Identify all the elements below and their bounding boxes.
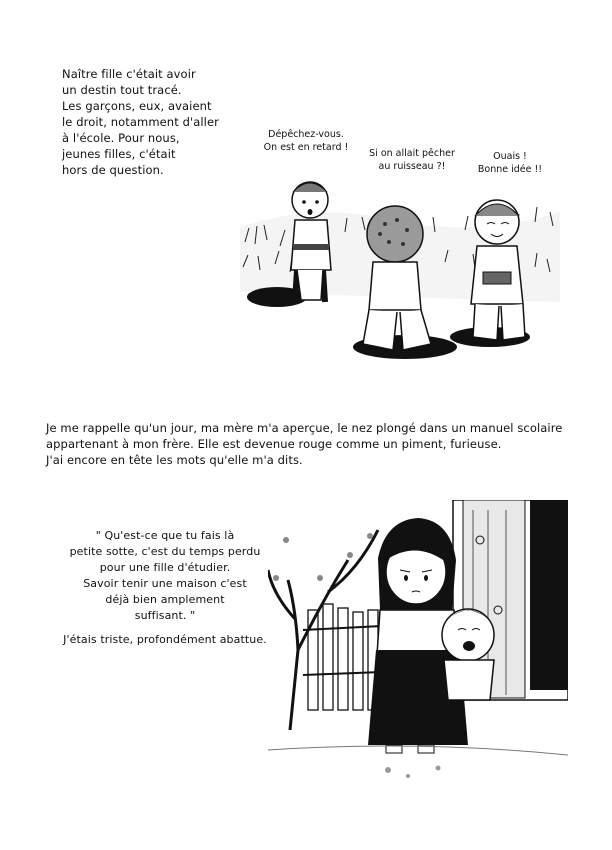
caption-sad-line: J'étais triste, profondément abattue. [63,633,267,646]
caption-line: à l'école. Pour nous, [62,131,180,145]
quote-line: Savoir tenir une maison c'est [83,577,247,590]
caption-line: appartenant à mon frère. Elle est devenue rouge comme un piment, furieuse. [46,437,502,451]
caption-bottom [60,528,270,648]
caption-line: jeunes filles, c'était [62,147,176,161]
caption-top [62,66,219,178]
caption-line: Je me rappelle qu'un jour, ma mère m'a aperçue, le nez plongé dans un manuel scolaire [46,421,563,435]
speech-bubble-middle [352,147,472,173]
quote-line: pour une fille d'étudier. [99,561,231,574]
boys-drawing [235,172,565,367]
caption-line: le droit, notamment d'aller [62,115,219,129]
boy-right [471,200,525,340]
boys-illustration [235,172,565,367]
quote-line: déjà bien amplement [105,593,225,606]
speech-line: On est en retard ! [263,142,349,153]
speech-line: Bonne idée !! [477,164,543,175]
caption-line: un destin tout tracé. [62,83,182,97]
caption-line: Les garçons, eux, avaient [62,99,212,113]
caption-line: Naître fille c'était avoir [62,67,196,81]
caption-line: J'ai encore en tête les mots qu'elle m'a dits. [46,453,303,467]
speech-line: Si on allait pêcher [369,148,455,159]
caption-middle [46,420,562,468]
baby-figure [442,609,494,700]
girl-illustration [268,500,568,790]
speech-line: Ouais ! [493,151,527,162]
speech-bubble-left [250,128,362,154]
girl-drawing [268,500,568,790]
quote-line: suffisant. " [134,609,196,622]
speech-line: au ruisseau ?! [378,161,446,172]
quote-line: " Qu'est-ce que tu fais là [95,529,235,542]
speech-line: Dépêchez-vous. [268,129,344,140]
boy-left [291,182,331,302]
caption-line: hors de question. [62,163,164,177]
quote-line: petite sotte, c'est du temps perdu [69,545,261,558]
